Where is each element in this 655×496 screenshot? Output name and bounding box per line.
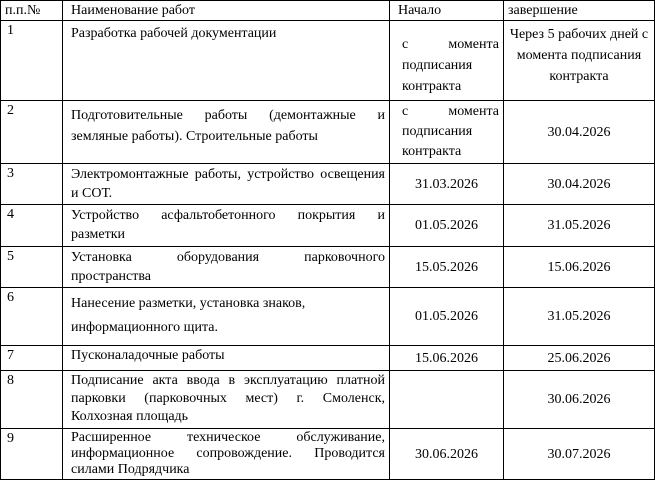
table-row <box>1 247 655 288</box>
header-end: завершение <box>504 1 655 21</box>
row-end: 30.07.2026 <box>504 429 655 480</box>
row-num: 8 <box>1 371 63 429</box>
row-name: Подготовительные работы (демонтажные и земляные работы). Строительные работы <box>63 101 390 164</box>
table-row <box>1 205 655 247</box>
row-start: 15.05.2026 <box>390 247 504 288</box>
header-name: Наименование работ <box>63 1 390 21</box>
row-start: 01.05.2026 <box>390 205 504 247</box>
row-name: Пусконаладочные работы <box>63 346 390 371</box>
row-name: Установка оборудования парковочного пространства <box>63 247 390 288</box>
row-name: Подписание акта ввода в эксплуатацию платной парковки (парковочных мест) г. Смоленск, Колхозная площадь <box>63 371 390 429</box>
table-row <box>1 101 655 164</box>
row-name: Устройство асфальтобетонного покрытия и разметки <box>63 205 390 247</box>
row-num: 7 <box>1 346 63 371</box>
row-num: 3 <box>1 164 63 205</box>
table-header-row <box>1 1 655 21</box>
header-num: п.п.№ <box>1 1 63 21</box>
row-end: 30.06.2026 <box>504 371 655 429</box>
row-name: Нанесение разметки, установка знаков, информационного щита. <box>63 288 390 346</box>
row-end: 30.04.2026 <box>504 101 655 164</box>
table-row <box>1 164 655 205</box>
table-row <box>1 288 655 346</box>
row-name: Разработка рабочей документации <box>63 21 390 101</box>
row-end: 25.06.2026 <box>504 346 655 371</box>
row-start: 15.06.2026 <box>390 346 504 371</box>
row-end: 30.04.2026 <box>504 164 655 205</box>
row-num: 2 <box>1 101 63 164</box>
row-start: с момента подписания контракта <box>390 101 504 164</box>
row-num: 4 <box>1 205 63 247</box>
row-start: 01.05.2026 <box>390 288 504 346</box>
row-end: 31.05.2026 <box>504 288 655 346</box>
row-start <box>390 371 504 429</box>
row-name: Расширенное техническое обслуживание, информационное сопровождение. Проводится силами Подрядчика <box>63 429 390 480</box>
row-end: 31.05.2026 <box>504 205 655 247</box>
row-num: 6 <box>1 288 63 346</box>
row-num: 9 <box>1 429 63 480</box>
row-end: Через 5 рабочих дней с момента подписания контракта <box>504 21 655 101</box>
header-start: Начало <box>390 1 504 21</box>
row-start: с момента подписания контракта <box>390 21 504 101</box>
row-name: Электромонтажные работы, устройство освещения и СОТ. <box>63 164 390 205</box>
row-num: 1 <box>1 21 63 101</box>
table-row <box>1 371 655 429</box>
table-row <box>1 21 655 101</box>
row-num: 5 <box>1 247 63 288</box>
row-start: 30.06.2026 <box>390 429 504 480</box>
row-start: 31.03.2026 <box>390 164 504 205</box>
row-end: 15.06.2026 <box>504 247 655 288</box>
table-row <box>1 429 655 480</box>
table-row <box>1 346 655 371</box>
